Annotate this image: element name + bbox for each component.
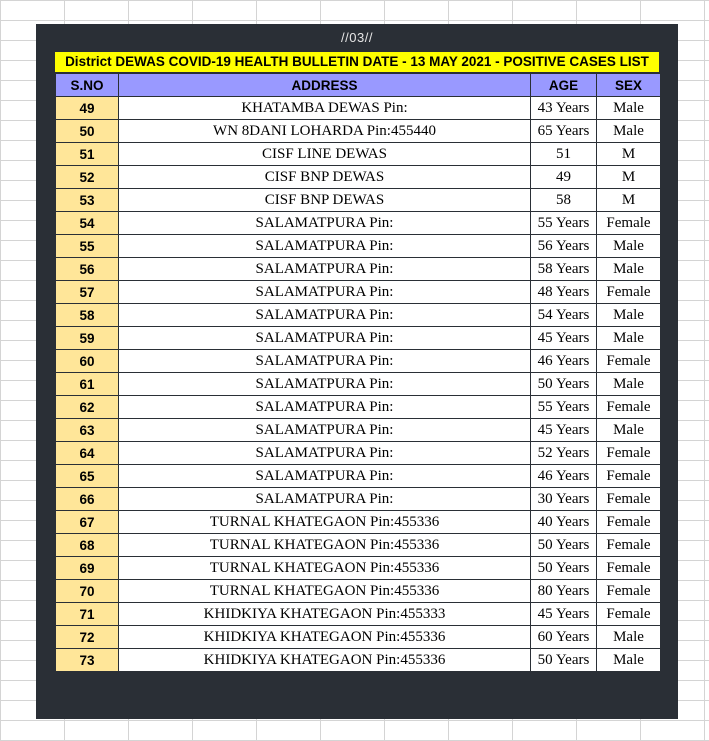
- table-row: [56, 258, 661, 281]
- cell-sno: 73: [56, 649, 119, 672]
- cell-address: SALAMATPURA Pin:: [119, 465, 531, 488]
- table-row: [56, 235, 661, 258]
- cell-sno: 62: [56, 396, 119, 419]
- cell-address: SALAMATPURA Pin:: [119, 235, 531, 258]
- cell-sex: Male: [597, 649, 661, 672]
- table-row: [56, 189, 661, 212]
- table-row: [56, 120, 661, 143]
- cell-age: 58 Years: [531, 258, 597, 281]
- cell-sex: M: [597, 143, 661, 166]
- cell-sno: 51: [56, 143, 119, 166]
- table-row: [56, 626, 661, 649]
- cell-address: SALAMATPURA Pin:: [119, 281, 531, 304]
- cell-sno: 69: [56, 557, 119, 580]
- cell-sex: M: [597, 189, 661, 212]
- cell-age: 60 Years: [531, 626, 597, 649]
- table-row: [56, 442, 661, 465]
- cell-sex: Female: [597, 511, 661, 534]
- cell-address: SALAMATPURA Pin:: [119, 396, 531, 419]
- table-row: [56, 649, 661, 672]
- cell-sex: Male: [597, 626, 661, 649]
- cell-address: SALAMATPURA Pin:: [119, 419, 531, 442]
- cell-address: TURNAL KHATEGAON Pin:455336: [119, 511, 531, 534]
- cell-age: 55 Years: [531, 212, 597, 235]
- cell-address: CISF BNP DEWAS: [119, 166, 531, 189]
- table-row: [56, 396, 661, 419]
- cell-sex: Male: [597, 258, 661, 281]
- cell-sex: Female: [597, 212, 661, 235]
- cell-age: 80 Years: [531, 580, 597, 603]
- table-row: [56, 534, 661, 557]
- cell-address: KHIDKIYA KHATEGAON Pin:455336: [119, 649, 531, 672]
- table-row: [56, 350, 661, 373]
- cell-sno: 57: [56, 281, 119, 304]
- cell-address: SALAMATPURA Pin:: [119, 327, 531, 350]
- bulletin-frame: [36, 24, 678, 719]
- page-number: //03//: [341, 30, 373, 45]
- cell-address: TURNAL KHATEGAON Pin:455336: [119, 557, 531, 580]
- table-row: [56, 557, 661, 580]
- cell-age: 46 Years: [531, 350, 597, 373]
- table-row: [56, 212, 661, 235]
- cell-address: TURNAL KHATEGAON Pin:455336: [119, 534, 531, 557]
- cell-age: 45 Years: [531, 419, 597, 442]
- cell-age: 48 Years: [531, 281, 597, 304]
- cell-sno: 56: [56, 258, 119, 281]
- table-row: [56, 143, 661, 166]
- cell-sno: 52: [56, 166, 119, 189]
- cell-sno: 70: [56, 580, 119, 603]
- table-row: [56, 97, 661, 120]
- column-header-address: ADDRESS: [119, 74, 531, 97]
- cell-sno: 55: [56, 235, 119, 258]
- table-row: [56, 304, 661, 327]
- cell-age: 50 Years: [531, 557, 597, 580]
- cell-address: SALAMATPURA Pin:: [119, 258, 531, 281]
- cell-age: 52 Years: [531, 442, 597, 465]
- cell-sex: Male: [597, 419, 661, 442]
- cell-age: 55 Years: [531, 396, 597, 419]
- cell-sno: 68: [56, 534, 119, 557]
- table-row: [56, 327, 661, 350]
- column-header-age: AGE: [531, 74, 597, 97]
- cell-address: SALAMATPURA Pin:: [119, 212, 531, 235]
- cell-sex: Male: [597, 120, 661, 143]
- cell-age: 51: [531, 143, 597, 166]
- positive-cases-table: [55, 73, 661, 672]
- cell-age: 54 Years: [531, 304, 597, 327]
- cell-sex: Female: [597, 557, 661, 580]
- cell-age: 50 Years: [531, 649, 597, 672]
- cell-sex: Male: [597, 304, 661, 327]
- cell-age: 49: [531, 166, 597, 189]
- cell-sex: Female: [597, 580, 661, 603]
- cell-sno: 58: [56, 304, 119, 327]
- cell-sno: 54: [56, 212, 119, 235]
- cell-sex: Male: [597, 327, 661, 350]
- cell-sex: Female: [597, 396, 661, 419]
- cell-sex: Female: [597, 350, 661, 373]
- cell-sno: 64: [56, 442, 119, 465]
- cell-address: SALAMATPURA Pin:: [119, 304, 531, 327]
- cell-address: CISF BNP DEWAS: [119, 189, 531, 212]
- cell-sno: 53: [56, 189, 119, 212]
- cell-age: 30 Years: [531, 488, 597, 511]
- table-row: [56, 166, 661, 189]
- cell-age: 45 Years: [531, 603, 597, 626]
- cell-age: 50 Years: [531, 534, 597, 557]
- table-header-row: [56, 74, 661, 97]
- cell-age: 65 Years: [531, 120, 597, 143]
- cell-sno: 49: [56, 97, 119, 120]
- cell-address: SALAMATPURA Pin:: [119, 442, 531, 465]
- cell-address: KHIDKIYA KHATEGAON Pin:455336: [119, 626, 531, 649]
- cell-age: 58: [531, 189, 597, 212]
- cell-sex: Female: [597, 442, 661, 465]
- cell-sex: Male: [597, 97, 661, 120]
- cell-age: 56 Years: [531, 235, 597, 258]
- cell-age: 43 Years: [531, 97, 597, 120]
- cell-sno: 63: [56, 419, 119, 442]
- cell-address: SALAMATPURA Pin:: [119, 373, 531, 396]
- table-row: [56, 465, 661, 488]
- table-row: [56, 419, 661, 442]
- table-row: [56, 373, 661, 396]
- cell-sno: 50: [56, 120, 119, 143]
- cell-sex: Male: [597, 373, 661, 396]
- cell-sex: Female: [597, 488, 661, 511]
- cell-age: 46 Years: [531, 465, 597, 488]
- cell-sex: M: [597, 166, 661, 189]
- cell-sno: 66: [56, 488, 119, 511]
- cell-sno: 65: [56, 465, 119, 488]
- cell-sex: Male: [597, 235, 661, 258]
- cell-sex: Female: [597, 281, 661, 304]
- cell-sex: Female: [597, 465, 661, 488]
- cell-sno: 67: [56, 511, 119, 534]
- table-row: [56, 603, 661, 626]
- cell-age: 50 Years: [531, 373, 597, 396]
- cell-address: CISF LINE DEWAS: [119, 143, 531, 166]
- cell-sno: 61: [56, 373, 119, 396]
- cell-sno: 72: [56, 626, 119, 649]
- column-header-sno: S.NO: [56, 74, 119, 97]
- table-body: [56, 97, 661, 672]
- cell-address: SALAMATPURA Pin:: [119, 350, 531, 373]
- table-row: [56, 488, 661, 511]
- cell-address: KHATAMBA DEWAS Pin:: [119, 97, 531, 120]
- cell-address: SALAMATPURA Pin:: [119, 488, 531, 511]
- cell-age: 40 Years: [531, 511, 597, 534]
- cell-address: KHIDKIYA KHATEGAON Pin:455333: [119, 603, 531, 626]
- cell-address: TURNAL KHATEGAON Pin:455336: [119, 580, 531, 603]
- table-row: [56, 281, 661, 304]
- cell-sno: 59: [56, 327, 119, 350]
- cell-address: WN 8DANI LOHARDA Pin:455440: [119, 120, 531, 143]
- column-header-sex: SEX: [597, 74, 661, 97]
- cell-age: 45 Years: [531, 327, 597, 350]
- bulletin-title: District DEWAS COVID-19 HEALTH BULLETIN DATE - 13 MAY 2021 - POSITIVE CASES LIST: [55, 52, 659, 72]
- cell-sex: Female: [597, 603, 661, 626]
- table-row: [56, 580, 661, 603]
- table-row: [56, 511, 661, 534]
- cell-sex: Female: [597, 534, 661, 557]
- cell-sno: 60: [56, 350, 119, 373]
- cell-sno: 71: [56, 603, 119, 626]
